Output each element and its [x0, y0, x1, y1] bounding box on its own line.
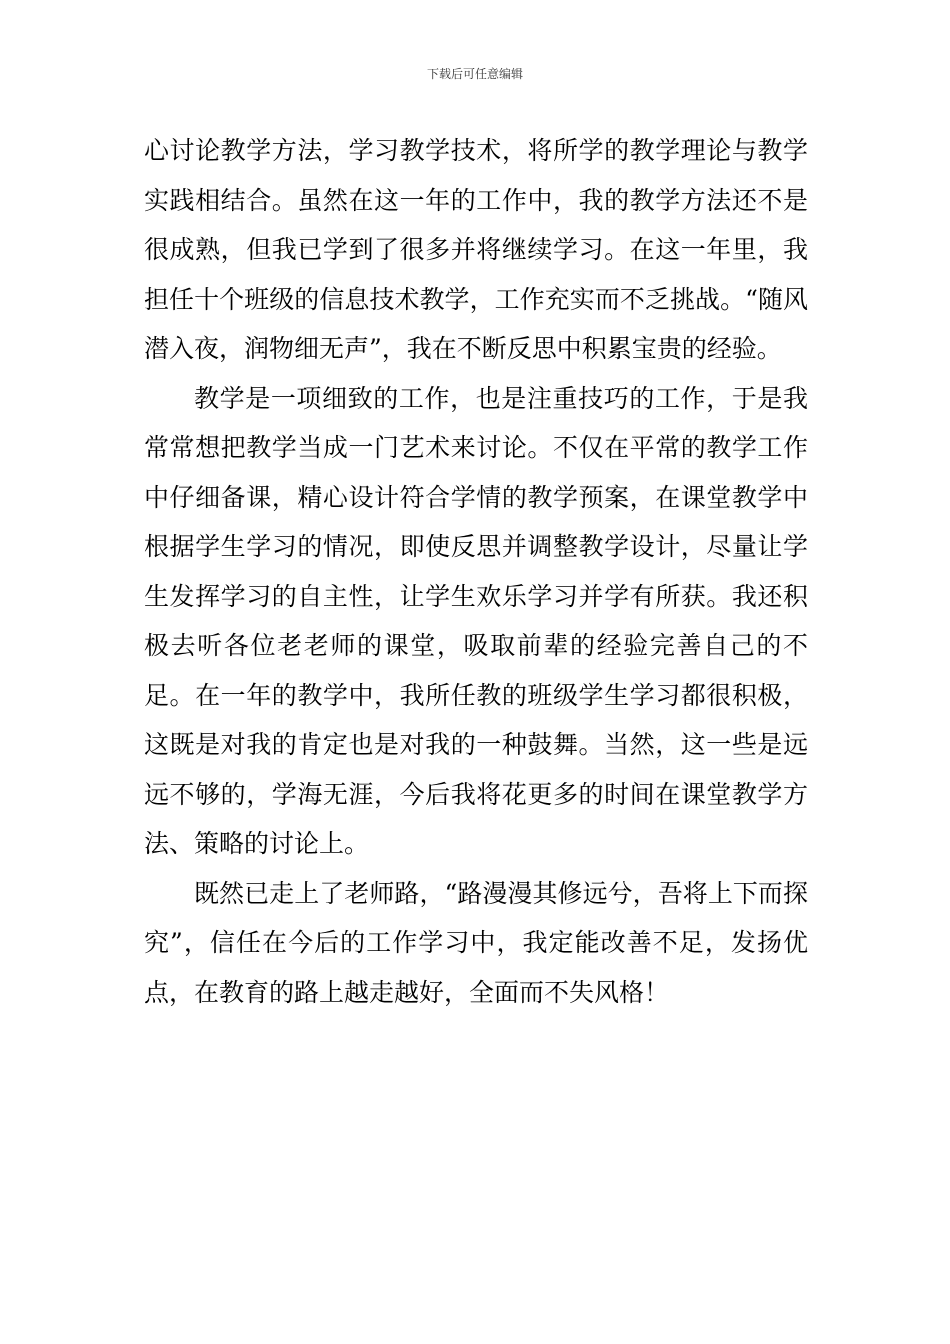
paragraph-conclusion: 既然已走上了老师路，“路漫漫其修远兮，吾将上下而探究”，信任在今后的工作学习中，我定能改善不足，发扬优点，在教育的路上越走越好，全面而不失风格！: [144, 878, 808, 1007]
page-header: 下载后可任意编辑: [426, 67, 523, 81]
paragraph-teaching: 教学是一项细致的工作，也是注重技巧的工作，于是我常常想把教学当成一门艺术来讨论。不仅在平常的教学工作中仔细备课，精心设计符合学情的教学预案，在课堂教学中根据学生学习的情况，即使反思并调整教学设计，尽量让学生发挥学习的自主性，让学生欢乐学习并学有所获。我还积极去听各位老老师的课堂，吸取前辈的经验完善自己的不足。在一年的教学中，我所任教的班级学生学习都很积极，这既是对我的肯定也是对我的一种鼓舞。当然，这一些是远远不够的，学海无涯，今后我将花更多的时间在课堂教学方法、策略的讨论上。: [144, 383, 808, 858]
document-body: [144, 126, 808, 1017]
paragraph-continued: 心讨论教学方法，学习教学技术，将所学的教学理论与教学实践相结合。虽然在这一年的工作中，我的教学方法还不是很成熟，但我已学到了很多并将继续学习。在这一年里，我担任十个班级的信息技术教学，工作充实而不乏挑战。“随风潜入夜，润物细无声”，我在不断反思中积累宝贵的经验。: [144, 136, 808, 363]
